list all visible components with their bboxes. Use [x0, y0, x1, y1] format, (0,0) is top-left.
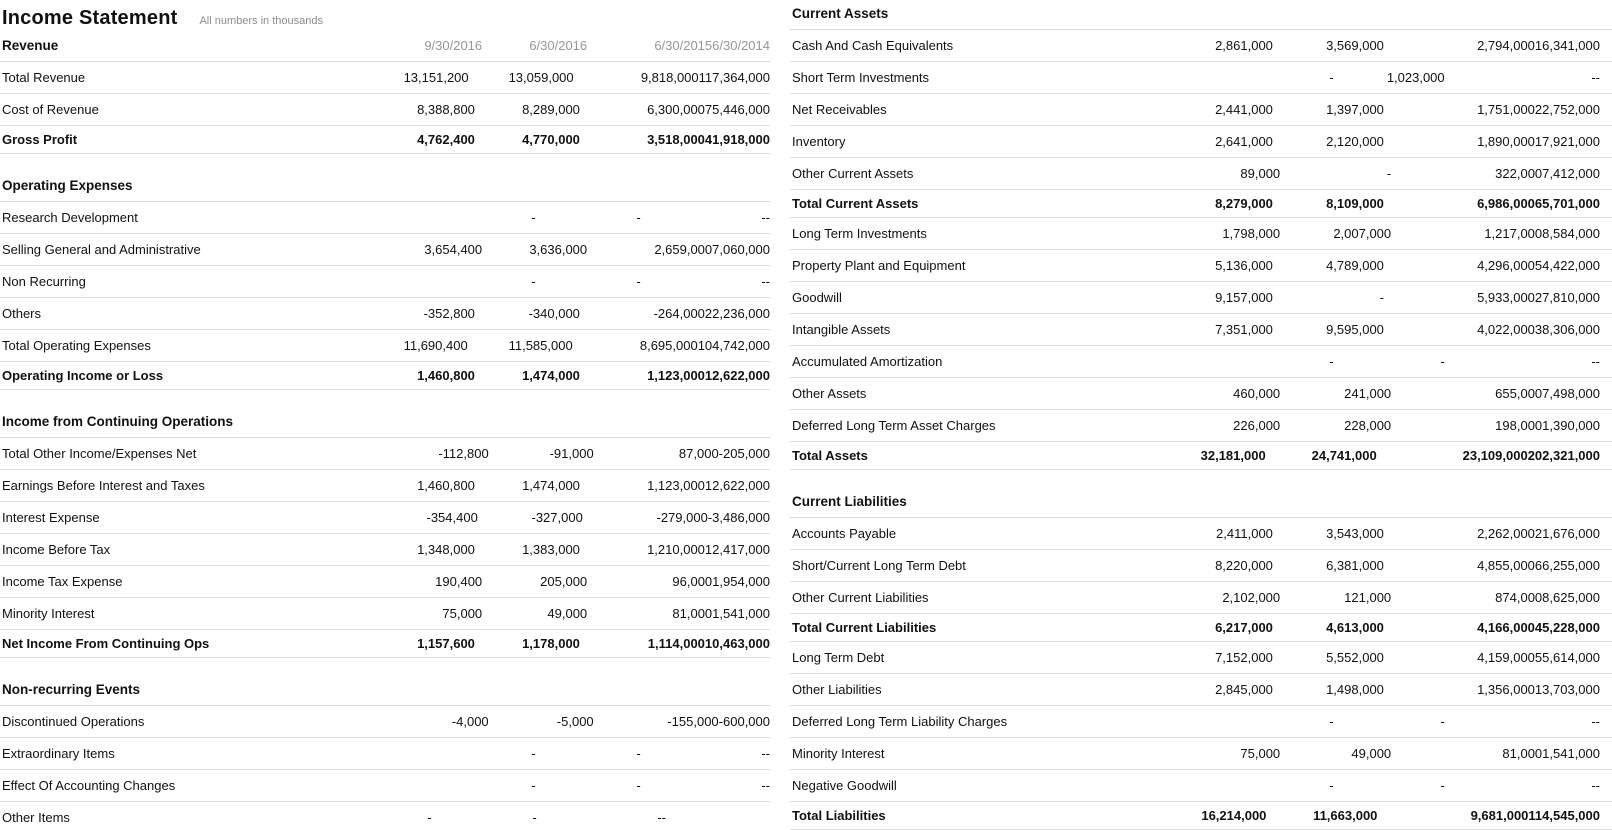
table-row: [790, 802, 1612, 830]
cell-value: -327,000: [531, 510, 583, 525]
cell-value: 1,541,000: [712, 606, 770, 621]
table-row: [790, 410, 1612, 442]
cell-value: 460,000: [1233, 386, 1281, 401]
row-label: Other Liabilities: [792, 682, 882, 697]
cell-value: 38,306,000: [1534, 322, 1600, 337]
table-row: [790, 126, 1612, 158]
row-label: Cash And Cash Equivalents: [792, 38, 954, 53]
cell-value: 3,636,000: [529, 242, 588, 257]
table-row: [0, 738, 770, 770]
cell-value: 10,463,000: [704, 636, 770, 651]
row-label: Total Assets: [792, 448, 868, 463]
section-header-row: [0, 34, 770, 62]
cell-value: 241,000: [1344, 386, 1392, 401]
table-row: [790, 94, 1612, 126]
table-row: [790, 250, 1612, 282]
section-header: Current Liabilities: [792, 494, 907, 509]
cell-value: 6,986,000: [1477, 196, 1535, 211]
row-label: Minority Interest: [2, 606, 95, 621]
cell-value: 23,109,000: [1462, 448, 1528, 463]
table-row: [790, 158, 1612, 190]
cell-value: 8,388,800: [417, 102, 475, 117]
cell-value: 2,861,000: [1215, 38, 1273, 53]
cell-value: 6,217,000: [1215, 620, 1273, 635]
cell-value: 7,152,000: [1215, 650, 1273, 665]
row-label: Short Term Investments: [792, 70, 930, 85]
cell-value: 2,441,000: [1215, 102, 1273, 117]
cell-value: -352,800: [423, 306, 475, 321]
cell-value: -: [1386, 166, 1392, 181]
row-label: Deferred Long Term Liability Charges: [792, 714, 1008, 729]
cell-value: 4,022,000: [1477, 322, 1535, 337]
cell-value: 1,460,800: [417, 478, 475, 493]
cell-value: 2,102,000: [1222, 590, 1281, 605]
cell-value: 205,000: [540, 574, 588, 589]
cell-value: -: [661, 810, 666, 825]
cell-value: 1,114,000: [647, 636, 705, 651]
cell-value: -: [1329, 354, 1334, 369]
section-header-row: [790, 490, 1612, 518]
cell-value: -: [531, 746, 536, 761]
cell-value: -340,000: [528, 306, 580, 321]
cell-value: 4,770,000: [522, 132, 580, 147]
cell-value: 7,060,000: [712, 242, 770, 257]
table-row: [790, 282, 1612, 314]
row-label: Operating Income or Loss: [2, 368, 164, 383]
table-row: [0, 234, 770, 266]
row-label: Other Items: [2, 810, 70, 825]
row-label: Earnings Before Interest and Taxes: [2, 478, 205, 493]
column-header: 6/30/2016: [529, 38, 588, 53]
cell-value: -: [1595, 778, 1600, 793]
cell-value: 1,798,000: [1222, 226, 1281, 241]
table-row: [0, 470, 770, 502]
cell-value: 226,000: [1233, 418, 1281, 433]
row-label: Other Current Assets: [792, 166, 914, 181]
row-label: Total Operating Expenses: [2, 338, 151, 353]
table-row: [790, 550, 1612, 582]
cell-value: -5,000: [556, 714, 594, 729]
table-row: [790, 770, 1612, 802]
table-row: [0, 94, 770, 126]
cell-value: 54,422,000: [1534, 258, 1600, 273]
table-row: [790, 314, 1612, 346]
cell-value: 1,498,000: [1326, 682, 1384, 697]
cell-value: 1,397,000: [1326, 102, 1384, 117]
cell-value: 4,159,000: [1477, 650, 1535, 665]
cell-value: 75,446,000: [704, 102, 770, 117]
cell-value: 66,255,000: [1534, 558, 1600, 573]
table-row: [790, 346, 1612, 378]
cell-value: -: [1329, 778, 1334, 793]
cell-value: 5,933,000: [1477, 290, 1535, 305]
table-row: [790, 582, 1612, 614]
cell-value: 13,703,000: [1534, 682, 1600, 697]
section-header-row: [790, 0, 1612, 30]
row-label: Long Term Debt: [792, 650, 885, 665]
cell-value: 55,614,000: [1534, 650, 1600, 665]
table-row: [0, 770, 770, 802]
cell-value: 81,000: [672, 606, 713, 621]
cell-value: -: [1440, 778, 1445, 793]
cell-value: 96,000: [672, 574, 713, 589]
cell-value: -: [765, 210, 770, 225]
cell-value: 16,214,000: [1201, 808, 1267, 823]
cell-value: -: [1440, 714, 1445, 729]
row-label: Extraordinary Items: [2, 746, 115, 761]
section-header: Income from Continuing Operations: [2, 414, 234, 429]
row-label: Total Liabilities: [792, 808, 886, 823]
row-label: Net Income From Continuing Ops: [2, 636, 210, 651]
row-label: Long Term Investments: [792, 226, 927, 241]
cell-value: -: [531, 778, 536, 793]
cell-value: 322,000: [1495, 166, 1543, 181]
cell-value: -: [761, 210, 766, 225]
income-statement-table: [0, 34, 770, 830]
cell-value: 2,120,000: [1326, 134, 1384, 149]
cell-value: 8,625,000: [1542, 590, 1600, 605]
cell-value: -: [765, 746, 770, 761]
cell-value: 7,498,000: [1542, 386, 1600, 401]
cell-value: 8,109,000: [1326, 196, 1384, 211]
cell-value: 7,351,000: [1215, 322, 1273, 337]
cell-value: -: [1591, 70, 1596, 85]
cell-value: 4,855,000: [1477, 558, 1535, 573]
cell-value: 3,569,000: [1326, 38, 1384, 53]
cell-value: 22,752,000: [1534, 102, 1600, 117]
table-row: [0, 438, 770, 470]
row-label: Other Current Liabilities: [792, 590, 929, 605]
cell-value: 5,136,000: [1215, 258, 1273, 273]
table-row: [0, 630, 770, 658]
cell-value: -279,000: [656, 510, 708, 525]
cell-value: 1,460,800: [417, 368, 475, 383]
cell-value: 1,474,000: [522, 478, 580, 493]
cell-value: 12,622,000: [704, 368, 770, 383]
table-row: [790, 706, 1612, 738]
cell-value: 1,541,000: [1542, 746, 1600, 761]
cell-value: 75,000: [442, 606, 483, 621]
cell-value: 190,400: [435, 574, 483, 589]
row-label: Intangible Assets: [792, 322, 891, 337]
cell-value: 49,000: [1351, 746, 1392, 761]
cell-value: 2,845,000: [1215, 682, 1273, 697]
cell-value: -: [761, 274, 766, 289]
column-header: 6/30/2015: [654, 38, 713, 53]
row-label: Research Development: [2, 210, 138, 225]
cell-value: 45,228,000: [1534, 620, 1600, 635]
cell-value: 6,300,000: [647, 102, 705, 117]
cell-value: -: [531, 274, 536, 289]
row-label: Minority Interest: [792, 746, 885, 761]
cell-value: 1,210,000: [647, 542, 705, 557]
cell-value: 1,390,000: [1542, 418, 1600, 433]
cell-value: 7,412,000: [1542, 166, 1600, 181]
table-row: [0, 534, 770, 566]
cell-value: -: [1329, 70, 1334, 85]
table-row: [0, 62, 770, 94]
cell-value: 87,000: [678, 446, 719, 461]
row-label: Total Current Assets: [792, 196, 919, 211]
cell-value: -: [765, 274, 770, 289]
cell-value: -: [1595, 354, 1600, 369]
cell-value: 2,007,000: [1333, 226, 1392, 241]
cell-value: -: [1379, 290, 1384, 305]
table-section: [0, 678, 770, 830]
cell-value: -: [427, 810, 432, 825]
cell-value: 16,341,000: [1534, 38, 1600, 53]
section-header-row: [0, 678, 770, 706]
cell-value: 9,818,000: [640, 70, 699, 85]
cell-value: 3,518,000: [647, 132, 705, 147]
cell-value: -: [761, 746, 766, 761]
section-header: Operating Expenses: [2, 178, 133, 193]
cell-value: 9,681,000: [1470, 808, 1529, 823]
table-row: [790, 190, 1612, 218]
table-row: [790, 614, 1612, 642]
row-label: Other Assets: [792, 386, 867, 401]
row-label: Income Tax Expense: [2, 574, 123, 589]
table-row: [0, 566, 770, 598]
cell-value: 6,381,000: [1326, 558, 1384, 573]
cell-value: 11,663,000: [1313, 808, 1378, 823]
cell-value: 1,348,000: [417, 542, 475, 557]
cell-value: -: [636, 210, 641, 225]
row-label: Interest Expense: [2, 510, 100, 525]
section-header: Revenue: [2, 38, 59, 53]
cell-value: 1,751,000: [1477, 102, 1535, 117]
table-row: [0, 362, 770, 390]
table-row: [0, 330, 770, 362]
table-row: [0, 706, 770, 738]
cell-value: 8,220,000: [1215, 558, 1273, 573]
table-row: [790, 674, 1612, 706]
units-note: All numbers in thousands: [199, 15, 323, 27]
cell-value: 1,178,000: [522, 636, 580, 651]
cell-value: -354,400: [426, 510, 478, 525]
cell-value: 1,123,000: [647, 368, 705, 383]
table-row: [790, 62, 1612, 94]
cell-value: 8,279,000: [1215, 196, 1273, 211]
cell-value: 89,000: [1240, 166, 1281, 181]
cell-value: 1,890,000: [1477, 134, 1535, 149]
table-row: [0, 298, 770, 330]
cell-value: 2,794,000: [1477, 38, 1535, 53]
cell-value: 49,000: [547, 606, 588, 621]
row-label: Total Revenue: [2, 70, 86, 85]
cell-value: 2,262,000: [1477, 526, 1535, 541]
cell-value: -: [531, 210, 536, 225]
table-section: [0, 410, 770, 658]
section-header-row: [0, 410, 770, 438]
row-label: Income Before Tax: [2, 542, 111, 557]
cell-value: 12,417,000: [704, 542, 770, 557]
row-label: Effect Of Accounting Changes: [2, 778, 176, 793]
row-label: Short/Current Long Term Debt: [792, 558, 966, 573]
cell-value: 3,543,000: [1326, 526, 1384, 541]
cell-value: 3,654,400: [424, 242, 483, 257]
row-label: Accumulated Amortization: [792, 354, 943, 369]
cell-value: -: [765, 778, 770, 793]
cell-value: 11,585,000: [508, 338, 573, 353]
row-label: Net Receivables: [792, 102, 887, 117]
table-row: [0, 802, 770, 830]
table-section: [790, 0, 1612, 470]
cell-value: 2,641,000: [1215, 134, 1273, 149]
cell-value: 21,676,000: [1534, 526, 1600, 541]
cell-value: 13,151,200: [403, 70, 469, 85]
cell-value: 75,000: [1240, 746, 1281, 761]
table-row: [790, 442, 1612, 470]
section-header: Non-recurring Events: [2, 682, 141, 697]
cell-value: 17,921,000: [1534, 134, 1600, 149]
cell-value: 202,321,000: [1527, 448, 1600, 463]
cell-value: -: [1591, 354, 1596, 369]
cell-value: 4,296,000: [1477, 258, 1535, 273]
table-row: [790, 378, 1612, 410]
row-label: Negative Goodwill: [792, 778, 897, 793]
cell-value: 1,356,000: [1477, 682, 1535, 697]
row-label: Non Recurring: [2, 274, 86, 289]
cell-value: 9,595,000: [1326, 322, 1384, 337]
column-header: 9/30/2016: [424, 38, 483, 53]
table-section: [790, 490, 1612, 830]
table-row: [790, 518, 1612, 550]
cell-value: 8,289,000: [522, 102, 580, 117]
cell-value: -: [1595, 714, 1600, 729]
cell-value: -600,000: [718, 714, 770, 729]
cell-value: -: [1591, 714, 1596, 729]
cell-value: 9,157,000: [1215, 290, 1273, 305]
column-header: 6/30/2014: [712, 38, 770, 53]
cell-value: 4,613,000: [1326, 620, 1384, 635]
cell-value: -112,800: [438, 446, 489, 461]
cell-value: 8,695,000: [639, 338, 698, 353]
row-label: Inventory: [792, 134, 846, 149]
cell-value: -91,000: [549, 446, 594, 461]
row-label: Goodwill: [792, 290, 842, 305]
cell-value: 4,789,000: [1326, 258, 1384, 273]
table-row: [0, 502, 770, 534]
section-header-row: [0, 174, 770, 202]
cell-value: 104,742,000: [697, 338, 770, 353]
cell-value: -3,486,000: [707, 510, 770, 525]
cell-value: 32,181,000: [1200, 448, 1266, 463]
cell-value: 1,123,000: [647, 478, 705, 493]
cell-value: 121,000: [1344, 590, 1392, 605]
cell-value: -4,000: [451, 714, 489, 729]
table-row: [0, 202, 770, 234]
page-title: Income Statement: [2, 7, 178, 29]
cell-value: -205,000: [718, 446, 770, 461]
row-label: Selling General and Administrative: [2, 242, 201, 257]
row-label: Cost of Revenue: [2, 102, 99, 117]
cell-value: 24,741,000: [1311, 448, 1377, 463]
table-row: [790, 30, 1612, 62]
cell-value: 65,701,000: [1534, 196, 1600, 211]
cell-value: 1,474,000: [522, 368, 580, 383]
cell-value: -: [1591, 778, 1596, 793]
cell-value: 655,000: [1495, 386, 1543, 401]
cell-value: 2,659,000: [654, 242, 713, 257]
table-row: [790, 642, 1612, 674]
cell-value: -: [532, 810, 537, 825]
cell-value: 1,023,000: [1386, 70, 1445, 85]
table-row: [0, 126, 770, 154]
cell-value: 5,552,000: [1326, 650, 1384, 665]
cell-value: 1,383,000: [522, 542, 580, 557]
cell-value: 12,622,000: [704, 478, 770, 493]
cell-value: -: [636, 274, 641, 289]
cell-value: -264,000: [653, 306, 705, 321]
table-section: [0, 174, 770, 390]
cell-value: 13,059,000: [508, 70, 574, 85]
cell-value: 41,918,000: [704, 132, 770, 147]
cell-value: -155,000: [667, 714, 719, 729]
cell-value: -: [636, 746, 641, 761]
cell-value: 1,217,000: [1484, 226, 1543, 241]
cell-value: -: [636, 778, 641, 793]
row-label: Property Plant and Equipment: [792, 258, 966, 273]
cell-value: 874,000: [1495, 590, 1543, 605]
cell-value: -: [1595, 70, 1600, 85]
table-section: [0, 34, 770, 154]
cell-value: 228,000: [1344, 418, 1392, 433]
title-row: [0, 0, 770, 34]
row-label: Others: [2, 306, 42, 321]
row-label: Accounts Payable: [792, 526, 897, 541]
cell-value: 198,000: [1495, 418, 1543, 433]
table-row: [790, 218, 1612, 250]
cell-value: 117,364,000: [698, 70, 770, 85]
row-label: Deferred Long Term Asset Charges: [792, 418, 996, 433]
cell-value: 4,762,400: [417, 132, 475, 147]
cell-value: 1,954,000: [712, 574, 770, 589]
cell-value: -: [1329, 714, 1334, 729]
table-row: [0, 598, 770, 630]
cell-value: 27,810,000: [1534, 290, 1600, 305]
row-label: Discontinued Operations: [2, 714, 145, 729]
row-label: Total Current Liabilities: [792, 620, 937, 635]
income-statement-panel: [0, 0, 770, 830]
row-label: Gross Profit: [2, 132, 78, 147]
table-row: [0, 266, 770, 298]
section-header: Current Assets: [792, 6, 889, 21]
cell-value: -: [657, 810, 662, 825]
row-label: Total Other Income/Expenses Net: [2, 446, 197, 461]
cell-value: 8,584,000: [1542, 226, 1600, 241]
cell-value: 4,166,000: [1477, 620, 1535, 635]
cell-value: 1,157,600: [417, 636, 475, 651]
balance-sheet-panel: [790, 0, 1612, 830]
cell-value: 114,545,000: [1528, 808, 1600, 823]
cell-value: -: [1440, 354, 1445, 369]
cell-value: 2,411,000: [1216, 526, 1273, 541]
cell-value: -: [761, 778, 766, 793]
balance-sheet-table: [790, 0, 1612, 830]
table-row: [790, 738, 1612, 770]
cell-value: 22,236,000: [704, 306, 770, 321]
cell-value: 81,000: [1502, 746, 1543, 761]
cell-value: 11,690,400: [403, 338, 468, 353]
